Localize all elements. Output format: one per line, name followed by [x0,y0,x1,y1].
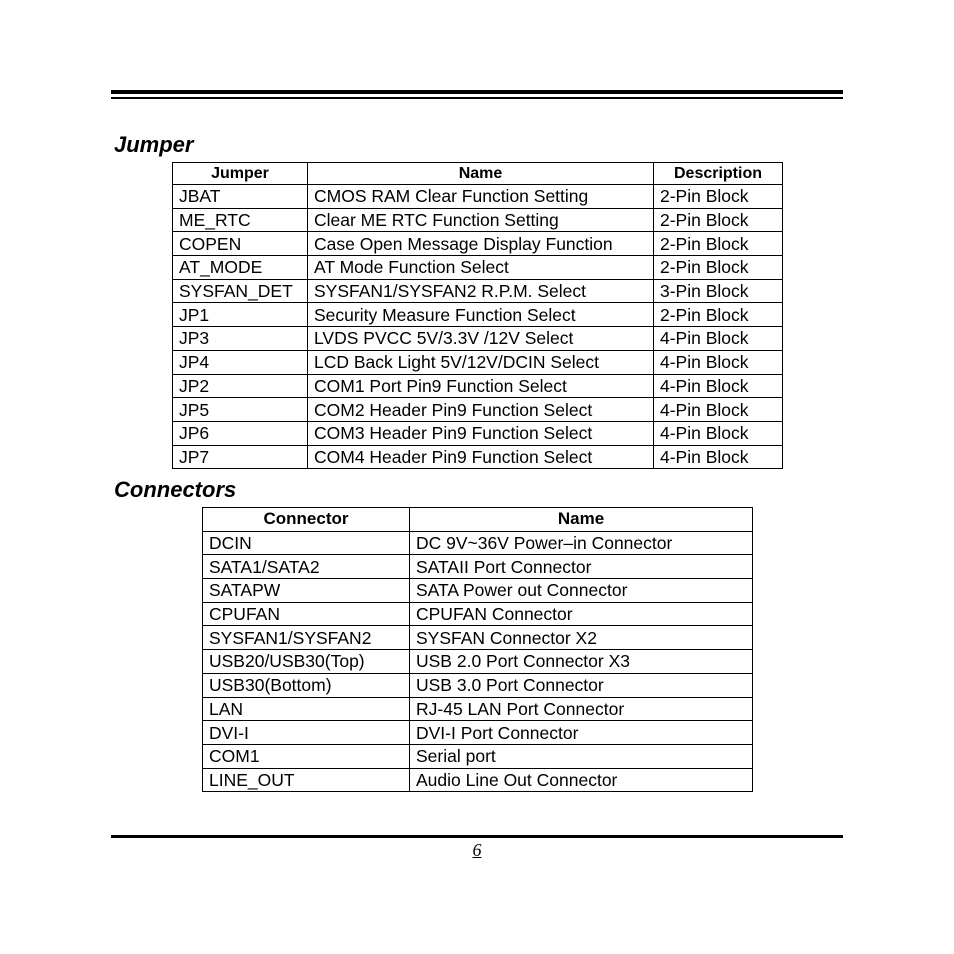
connectors-table-cell: SATA1/SATA2 [203,555,410,579]
jumper-table-cell: AT_MODE [173,256,308,280]
jumper-table-cell: JP5 [173,398,308,422]
jumper-table-cell: Case Open Message Display Function [308,232,654,256]
jumper-table-cell: 2-Pin Block [654,208,783,232]
column-header-description: Description [654,163,783,185]
table-row [173,350,783,374]
connectors-section-title: Connectors [114,477,237,502]
connectors-table-cell: SYSFAN1/SYSFAN2 [203,626,410,650]
table-row [203,579,753,603]
jumper-table-cell: Security Measure Function Select [308,303,654,327]
jumper-table-cell: 2-Pin Block [654,232,783,256]
table-row [203,531,753,555]
column-header-jumper: Jumper [173,163,308,185]
table-row [173,327,783,351]
jumper-table-cell: 4-Pin Block [654,350,783,374]
table-row [173,374,783,398]
jumper-table-cell: JP3 [173,327,308,351]
table-row [203,721,753,745]
connectors-table-cell: LAN [203,697,410,721]
table-row [173,421,783,445]
table-row [173,445,783,469]
connectors-table-cell: DC 9V~36V Power–in Connector [410,531,753,555]
connectors-table-cell: SYSFAN Connector X2 [410,626,753,650]
footer-rule [111,835,843,838]
connectors-table-cell: USB20/USB30(Top) [203,650,410,674]
jumper-table [172,162,783,469]
jumper-table-cell: COM1 Port Pin9 Function Select [308,374,654,398]
jumper-table-cell: ME_RTC [173,208,308,232]
jumper-table-cell: COPEN [173,232,308,256]
table-row [203,768,753,792]
connectors-table-cell: USB 2.0 Port Connector X3 [410,650,753,674]
table-row [173,208,783,232]
table-header-row [173,163,783,185]
jumper-section-title: Jumper [114,132,194,157]
connectors-table-cell: DCIN [203,531,410,555]
column-header-name: Name [410,508,753,532]
jumper-table-cell: 4-Pin Block [654,445,783,469]
connectors-table-cell: DVI-I [203,721,410,745]
connectors-table-cell: CPUFAN Connector [410,602,753,626]
column-header-connector: Connector [203,508,410,532]
jumper-table-cell: JP6 [173,421,308,445]
column-header-name: Name [308,163,654,185]
header-rule-thick [111,90,843,94]
jumper-table-cell: SYSFAN_DET [173,279,308,303]
jumper-table-cell: 4-Pin Block [654,327,783,351]
table-row [203,697,753,721]
table-row [173,279,783,303]
jumper-table-cell: JBAT [173,185,308,209]
table-row [173,398,783,422]
connectors-table-cell: RJ-45 LAN Port Connector [410,697,753,721]
connectors-table-cell: SATAPW [203,579,410,603]
jumper-table-cell: COM3 Header Pin9 Function Select [308,421,654,445]
jumper-table-cell: 4-Pin Block [654,374,783,398]
table-row [173,185,783,209]
page-number: 6 [472,840,482,860]
table-row [203,673,753,697]
jumper-table-cell: COM4 Header Pin9 Function Select [308,445,654,469]
table-row [173,232,783,256]
table-row [203,650,753,674]
jumper-table-cell: JP4 [173,350,308,374]
jumper-table-cell: 4-Pin Block [654,421,783,445]
connectors-table-cell: SATAII Port Connector [410,555,753,579]
jumper-table-cell: JP7 [173,445,308,469]
jumper-table-cell: 3-Pin Block [654,279,783,303]
connectors-table-cell: CPUFAN [203,602,410,626]
connectors-table-cell: USB 3.0 Port Connector [410,673,753,697]
jumper-table-cell: 2-Pin Block [654,185,783,209]
jumper-table-cell: SYSFAN1/SYSFAN2 R.P.M. Select [308,279,654,303]
connectors-table-cell: LINE_OUT [203,768,410,792]
table-row [173,256,783,280]
table-row [203,602,753,626]
header-rule-thin [111,97,843,99]
table-row [203,626,753,650]
connectors-table [202,507,753,792]
connectors-table-cell: SATA Power out Connector [410,579,753,603]
jumper-table-cell: LVDS PVCC 5V/3.3V /12V Select [308,327,654,351]
connectors-table-cell: USB30(Bottom) [203,673,410,697]
jumper-table-cell: CMOS RAM Clear Function Setting [308,185,654,209]
jumper-table-cell: 4-Pin Block [654,398,783,422]
connectors-table-cell: Audio Line Out Connector [410,768,753,792]
table-row [173,303,783,327]
jumper-table-cell: JP1 [173,303,308,327]
table-row [203,744,753,768]
table-header-row [203,508,753,532]
jumper-table-cell: 2-Pin Block [654,256,783,280]
jumper-table-cell: LCD Back Light 5V/12V/DCIN Select [308,350,654,374]
jumper-table-cell: Clear ME RTC Function Setting [308,208,654,232]
connectors-table-cell: COM1 [203,744,410,768]
jumper-table-cell: AT Mode Function Select [308,256,654,280]
jumper-table-cell: COM2 Header Pin9 Function Select [308,398,654,422]
jumper-table-cell: 2-Pin Block [654,303,783,327]
jumper-table-cell: JP2 [173,374,308,398]
connectors-table-cell: Serial port [410,744,753,768]
connectors-table-cell: DVI-I Port Connector [410,721,753,745]
table-row [203,555,753,579]
